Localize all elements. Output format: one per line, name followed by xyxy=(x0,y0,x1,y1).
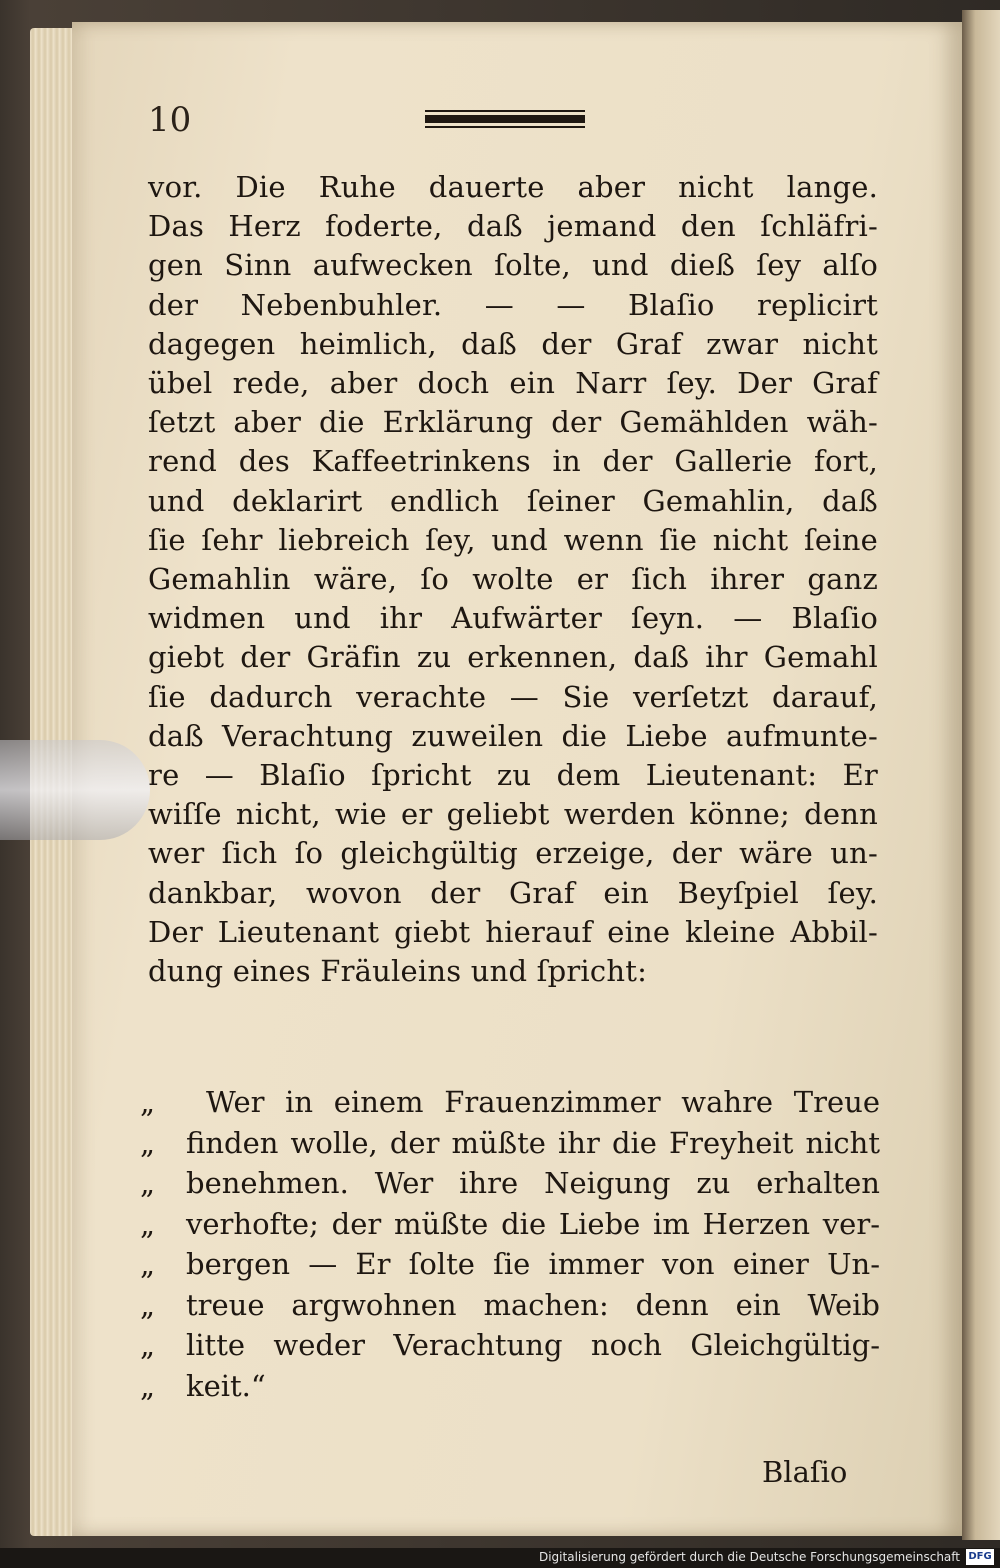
dfg-logo: DFG xyxy=(966,1549,994,1565)
body-line: Gemahlin wäre, ſo wolte er ſich ihrer ganz xyxy=(148,562,878,597)
quote-mark: „ xyxy=(140,1166,156,1200)
quote-mark: „ xyxy=(140,1368,156,1403)
quote-mark: „ xyxy=(140,1247,156,1281)
quote-line xyxy=(140,1204,880,1245)
quote-line xyxy=(140,1325,880,1366)
quote-line xyxy=(140,1285,880,1326)
scanner-clip xyxy=(0,740,150,840)
header-ornament-rule xyxy=(425,110,585,128)
body-line: der Nebenbuhler. — — Blaſio replicirt xyxy=(148,287,878,322)
body-line: Der Lieutenant giebt hierauf eine kleine Abbil- xyxy=(148,914,878,949)
body-line: übel rede, aber doch ein Narr ſey. Der Graf xyxy=(148,366,878,401)
quote-mark: „ xyxy=(140,1085,156,1119)
quote-line xyxy=(140,1163,880,1204)
body-line: wiſſe nicht, wie er geliebt werden könne; denn xyxy=(148,797,878,832)
quote-text: benehmen. Wer ihre Neigung zu erhalten xyxy=(186,1166,880,1200)
quote-line xyxy=(140,1082,880,1123)
rule-thin-bottom xyxy=(425,126,585,128)
quote-text: keit.“ xyxy=(186,1368,266,1403)
body-line: giebt der Gräfin zu erkennen, daß ihr Gemahl xyxy=(148,640,878,675)
quote-text: verhofte; der müßte die Liebe im Herzen ver- xyxy=(186,1206,880,1241)
footer-credit: Digitalisierung gefördert durch die Deutsche Forschungsgemeinschaft xyxy=(538,1550,960,1564)
quote-line xyxy=(140,1123,880,1164)
quote-line xyxy=(140,1244,880,1285)
quote-mark: „ xyxy=(140,1206,156,1241)
body-line: Das Herz foderte, daß jemand den ſchläfri- xyxy=(148,209,878,244)
facing-page-edge xyxy=(962,10,1000,1540)
body-line: ſetzt aber die Erklärung der Gemählden wäh- xyxy=(148,405,878,440)
quote-mark: „ xyxy=(140,1328,156,1362)
body-line: und deklarirt endlich ſeiner Gemahlin, daß xyxy=(148,483,878,518)
body-line: gen Sinn aufwecken ſolte, und dieß ſey alſo xyxy=(148,248,878,283)
body-line: wer ſich ſo gleichgültig erzeige, der wäre un- xyxy=(148,836,878,871)
body-line: dagegen heimlich, daß der Graf zwar nicht xyxy=(148,326,878,361)
body-text xyxy=(148,168,878,991)
rule-thin-top xyxy=(425,110,585,112)
quote-text: litte weder Verachtung noch Gleichgültig- xyxy=(186,1328,880,1362)
quote-text: bergen — Er ſolte ſie immer von einer Un- xyxy=(186,1247,880,1281)
body-line: ſie dadurch verachte — Sie verſetzt darauf, xyxy=(148,679,878,714)
page-number: 10 xyxy=(148,100,192,140)
quote-mark: „ xyxy=(140,1287,156,1322)
catchword: Blaſio xyxy=(762,1455,848,1489)
quote-mark: „ xyxy=(140,1125,156,1160)
body-line: re — Blaſio ſpricht zu dem Lieutenant: Er xyxy=(148,758,878,793)
body-line: daß Verachtung zuweilen die Liebe aufmunte- xyxy=(148,718,878,753)
rule-thick xyxy=(425,115,585,123)
body-line: widmen und ihr Aufwärter ſeyn. — Blaſio xyxy=(148,601,878,636)
body-line: vor. Die Ruhe dauerte aber nicht lange. xyxy=(148,170,878,204)
quote-line xyxy=(140,1366,880,1407)
body-line: dung eines Fräuleins und ſpricht: xyxy=(148,954,648,989)
quotation-block xyxy=(140,1082,880,1406)
quote-text: finden wolle, der müßte ihr die Freyheit nicht xyxy=(186,1125,880,1160)
body-line: dankbar, wovon der Graf ein Beyſpiel ſey. xyxy=(148,875,878,910)
quote-text: treue argwohnen machen: denn ein Weib xyxy=(186,1287,880,1322)
quote-text: Wer in einem Frauenzimmer wahre Treue xyxy=(206,1085,880,1119)
body-line: rend des Kaffeetrinkens in der Gallerie fort, xyxy=(148,444,878,479)
body-line: ſie ſehr liebreich ſey, und wenn ſie nicht ſeine xyxy=(148,522,878,557)
